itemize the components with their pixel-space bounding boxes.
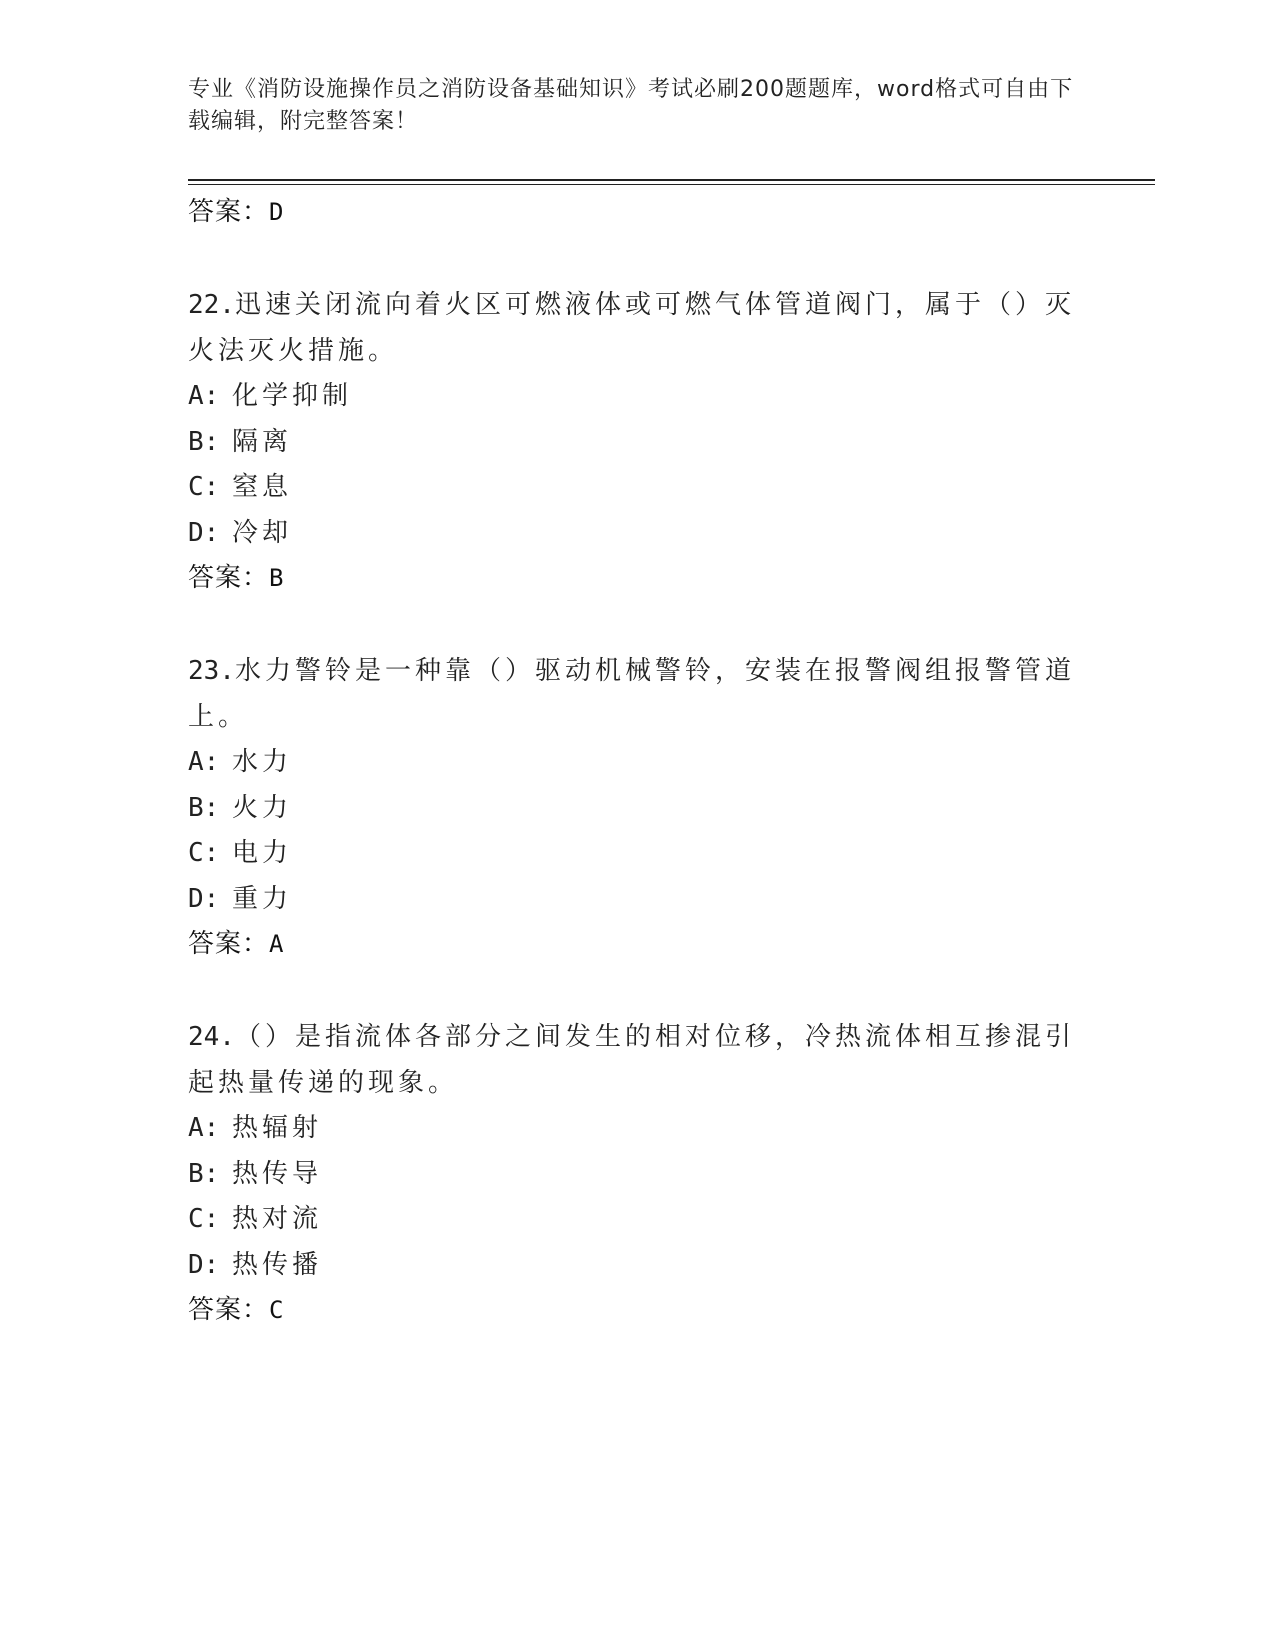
question-24 — [188, 1014, 1088, 1332]
answer-line — [188, 556, 1088, 600]
option-text: 隔离 — [232, 426, 293, 457]
option-key: B: — [188, 1158, 220, 1189]
option-text: 化学抑制 — [232, 381, 353, 411]
answer-value: A — [269, 930, 285, 958]
option-text: 热传导 — [232, 1158, 323, 1189]
answer-label: 答案： — [188, 929, 270, 959]
question-stem — [188, 1014, 1088, 1106]
option-c — [188, 465, 1088, 511]
option-key: A: — [188, 381, 220, 411]
question-number: 22. — [188, 290, 235, 320]
option-text: 重力 — [232, 883, 293, 914]
option-key: C: — [188, 472, 220, 502]
answer-label: 答案： — [188, 563, 270, 593]
answer-label: 答案： — [188, 1295, 270, 1325]
option-key: D: — [188, 517, 220, 548]
document-body — [188, 190, 1088, 1332]
option-text: 水力 — [232, 747, 293, 777]
option-d — [188, 511, 1088, 557]
option-key: B: — [188, 792, 220, 823]
answer-line — [188, 922, 1088, 966]
question-22 — [188, 282, 1088, 600]
option-key: C: — [188, 1204, 220, 1234]
option-a — [188, 740, 1088, 786]
option-text: 电力 — [232, 838, 293, 868]
option-key: A: — [188, 1113, 220, 1143]
option-text: 火力 — [232, 792, 293, 823]
option-text: 热辐射 — [232, 1113, 323, 1143]
option-a — [188, 1106, 1088, 1152]
question-text: （）是指流体各部分之间发生的相对位移，冷热流体相互掺混引起热量传递的现象。 — [188, 1022, 1075, 1098]
answer-line — [188, 1288, 1088, 1332]
answer-value: B — [269, 564, 285, 592]
option-d — [188, 877, 1088, 923]
option-c — [188, 1197, 1088, 1243]
option-text: 窒息 — [232, 472, 293, 502]
option-key: C: — [188, 838, 220, 868]
header-divider — [188, 179, 1155, 185]
question-text: 迅速关闭流向着火区可燃液体或可燃气体管道阀门，属于（）灭火法灭火措施。 — [188, 290, 1075, 366]
document-header: 专业《消防设施操作员之消防设备基础知识》考试必刷200题题库，word格式可自由下载编辑，附完整答案！ — [188, 77, 1074, 134]
question-stem — [188, 282, 1088, 374]
question-number: 23. — [188, 656, 235, 686]
option-text: 冷却 — [232, 517, 293, 548]
option-a — [188, 374, 1088, 420]
option-text: 热传播 — [232, 1249, 323, 1280]
option-key: A: — [188, 747, 220, 777]
question-stem — [188, 648, 1088, 740]
option-text: 热对流 — [232, 1204, 323, 1234]
question-text: 水力警铃是一种靠（）驱动机械警铃，安装在报警阀组报警管道上。 — [188, 656, 1075, 732]
option-b — [188, 420, 1088, 466]
answer-value: D — [269, 198, 285, 226]
option-key: D: — [188, 883, 220, 914]
answer-line — [188, 190, 1088, 234]
option-key: B: — [188, 426, 220, 457]
option-b — [188, 786, 1088, 832]
question-23 — [188, 648, 1088, 966]
answer-label: 答案： — [188, 197, 270, 227]
option-d — [188, 1243, 1088, 1289]
option-b — [188, 1152, 1088, 1198]
option-c — [188, 831, 1088, 877]
question-number: 24. — [188, 1022, 235, 1052]
option-key: D: — [188, 1249, 220, 1280]
answer-value: C — [269, 1296, 285, 1324]
